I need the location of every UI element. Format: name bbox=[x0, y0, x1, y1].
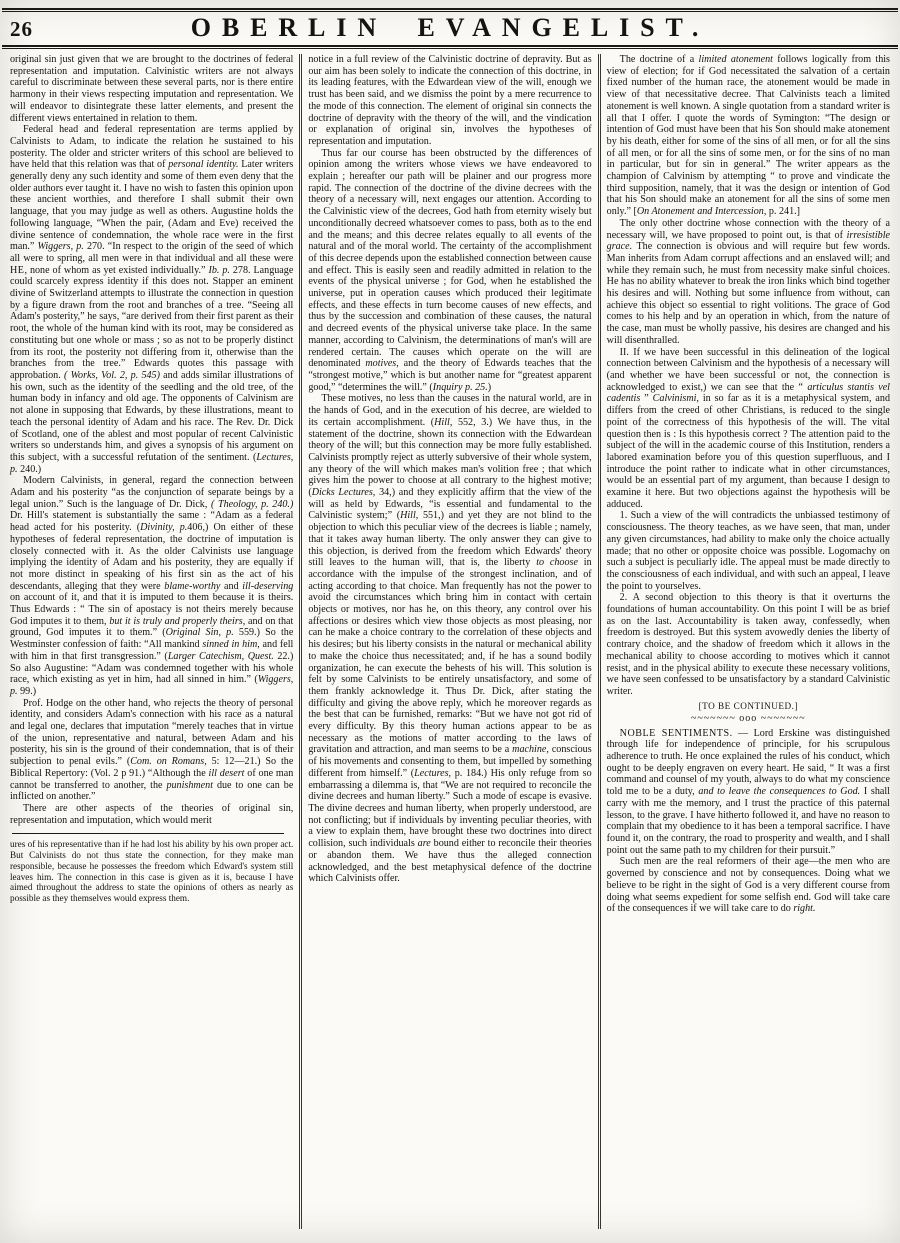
paragraph: original sin just given that we are brought to the doctrines of federal representation and imputation. Calvinistic writers are not always careful to discriminate between these several parts, nor is there entire harmony in their views respecting imputation and representation. We will endeavor to disintegrate these latter elements, and present the different views entertained in relation to them. bbox=[10, 54, 294, 124]
column-divider-rule bbox=[598, 54, 601, 1229]
paragraph: Such men are the real reformers of their age—the men who are governed by conscience and not by consequences. Doing what we believe to be right in the sight of God is a very different course from doing what seems expedient for some selfish end. God will take care of the consequences if we will take care to do right. bbox=[606, 856, 890, 915]
paragraph: Thus far our course has been obstructed by the differences of opinion among the writers whose views we have endeavored to explain ; hereafter our path will be plainer and our progress more rapid. The connection of the doctrine of the divine decrees with the theory of a necessary will, next engages our attention. According to the Calvinistic view of the decrees, God hath from eternity wisely but unconditionally decreed whatsoever comes to pass, both as to the end and the means; and this decree relates equally to all events of the natural and of the moral world. The certainty of the accomplishment of this decree depends upon the established connection between cause and effect. This is easily seen and readily admitted in relation to the events of the physical universe ; for God, when he established the universe, put in operation causes which produced their legitimate effects, and these effects in turn become causes of new effects, and thus by the succession and combination of these causes, the natural and decreed events of the physical universe take place. In the same manner, according to Calvinism, the determinations of man's will are rendered certain. The causes which operate on the will are denominated motives, and the theory of Edwards teaches that the “strongest motive,” which is but another name for “greatest apparent good,” “determines the will.” (Inquiry p. 25.) bbox=[308, 147, 592, 393]
footnote-rule bbox=[12, 833, 284, 834]
paragraph: 2. A second objection to this theory is that it overturns the foundations of human accountability. On this point I will be as brief as on the last. Accountability is taken away, confessedly, when freedom is destroyed. But this system avowedly denies the liberty of contrary choice, and the shadow of freedom which it allows in the mechanical ability to choose according to motives which it cannot resist, and in the physical ability to execute these necessary volitions, we have seen confessed to be unsatisfactory by a standard Calvinistic writer. bbox=[606, 592, 890, 697]
section-divider-ornament: ~~~~~~~ ooo ~~~~~~~ bbox=[690, 712, 806, 724]
paragraph: Federal head and federal representation are terms applied by Calvinists to Adam, to indicate the relation he sustained to his posterity. The older and stricter writers of this school are believed to have held that this relation was that of personal identity. Later writers generally deny any such identity and some of them even deny that the older authors ever taught it. I have no wish to fasten this opinion upon these ancient worthies, and therefore I shall submit their own language, that you may judge as well as others. Augustine holds the following language, “When the pair, (Adam and Eve) received the divine sentence of condemnation, the whole race were in the first man.” Wiggers, p. 270. “In respect to the origin of the seed of which all were to spring, all men were in that individual and all these were HE, none of whom as yet existed individually.” Ib. p. 278. Language could scarcely express identity if this does not. Stapper an eminent divine of Switzerland attempts to illustrate the connection in question by a figure drawn from the root and branches of a tree. “Seeing all Adam's posterity,” he says, “are derived from their first parent as their root, the whole of the human kind with its root, may be considered as constituting but one whole or mass ; so as not to be properly distinct from its root, the posterity not differing from it, otherwise than the branches from the tree.” Edwards quotes this passage with approbation. ( Works, Vol. 2, p. 545) and adds similar illustrations of his own, such as the identity of the seedling and the old tree, of the human body in infancy and old age. The opponents of Calvinism are not alone in supposing that Edwards, by these illustrations, meant to teach the personal identity of Adam and his race. The Rev. Dr. Dick of Scotland, one of the ablest and most popular of recent Calvinistic writers so understands him, and gives a synopsis of his argument on this subject, with a successful refutation of the sentiment. (Lectures, p. 240.) bbox=[10, 124, 294, 475]
column-3 bbox=[603, 54, 894, 1229]
paragraph: Prof. Hodge on the other hand, who rejects the theory of personal identity, and considers Adam's connection with his race as a natural and legal one, declares that imputation “merely teaches that in virtue of the union, representative and natural, between Adam and his posterity, his sin is the ground of their condemnation, that is of their subjection to penal evils.” (Com. on Romans, 5: 12—21.) So the Biblical Repertory: (Vol. 2 p 91.) “Although the ill desert of one man cannot be transferred to another, the punishment due to one can be inflicted on another.” bbox=[10, 697, 294, 803]
paragraph: Modern Calvinists, in general, regard the connection between Adam and his posterity “as the conjunction of separate beings by a legal union.” Such is the language of Dr. Dick, ( Theology, p. 240.) Dr. Hill's statement is substantially the same : “Adam as a federal head acted for his posterity. (Divinity, p.406,) On either of these hypotheses of federal representation, the doctrine of imputation is closely connected with it. As the older Calvinists use language implying the identity of Adam and his posterity, they are equally if not more distinct in speaking of his first sin as the act of his descendants, alleging that they were blame-worthy and ill-deserving on account of it, and that it is imputed to them because it is theirs. Thus Edwards : “ The sin of apostacy is not theirs merely because God imputes it to them, but it is truly and properly theirs, and on that ground, God imputes it to them.” (Original Sin, p. 559.) So the Westminster confession of faith: “All mankind sinned in him, and fell with him in that first transgression.” (Larger Catechism, Quest. 22.) So also Augustine: “Adam was condemned together with his whole race, which existing as yet in him, had all sinned in him.” (Wiggers, p. 99.) bbox=[10, 475, 294, 697]
article-columns bbox=[0, 49, 900, 1229]
to-be-continued-label: [TO BE CONTINUED.] bbox=[698, 700, 799, 711]
paragraph: These motives, no less than the causes in the natural world, are in the hands of God, and in the execution of his decree, are wielded to its certain accomplishment. (Hill, 552, 3.) We have thus, in the statement of the doctrine, shown its connection with the Edwardean theory of the will; but this connection may be more fully established. Calvinists promptly reject as utterly subversive of their whole system, any theory of the will which makes man's volition free ; that which gives him the power to choose at all contrary to the highest motive; (Dicks Lectures, 34,) and they explicitly affirm that the view of the will as held by Edwards, “is essential and fundamental to the Calvinistic system;” (Hill, 551,) and yet they are not blind to the objection to which this peculiar view of the decrees is liable ; namely, that it takes away human liberty. The only answer they can give to this objection, is derived from the freedom which Edwards' theory still leaves to the human will, that is, the liberty to choose in accordance with the impulse of the strongest inclination, and of acting according to that choice. Man frequently has not the power to avoid the circumstances which bring him in contact with certain objects or motives, nor has he, on this theory, any control over his affections or desires which view those objects as most pleasing, nor can he make a choice contrary to the correlation of these objects and his desires; but his liberty consists in the natural or mechanical ability to make the choice thus necessitated; and, if he has a sound bodily organization, he can execute the behests of his will. This solution is felt by some Calvinists to be entirely unsatisfactory, and some of them frankly acknowledge it. Thus Dr. Dick, after stating the difficulty and giving the above reply, which he moreover regards as the best that can be furnished, remarks: “But we have not got rid of every difficulty. By this theory human actions appear to be as necessary as the motions of matter according to the laws of gravitation and attraction, and man seems to be a machine, conscious of his movements and consenting to them, but impelled by something different from himself.” (Lectures, p. 184.) His only refuge from so embarrassing a dilemma is, that “We are not required to reconcile the divine decrees and human liberty.” Such a mode of escape is evasive. The divine decrees and human liberty, when properly understood, are not conflicting; but if individuals by inventing peculiar theories, with a view to explain them, have brought these two doctrines into direct collision, such individuals are bound either to reconcile their theories or abandon them. We have thus the alleged connection acknowledged, and the best metaphysical defence of the doctrine which Calvinists offer. bbox=[308, 393, 592, 885]
footnote-text: ures of his representative than if he had lost his ability by his own proper act. But Calvinists do not thus state the connection, for they make man responsible, because he possesses the freedom which Edward's system still leaves him. The connection in this case is given as it is, because I have aimed throughout the address to state the opinions of others as nearly as possible as they themselves would express them. bbox=[10, 839, 294, 903]
paragraph: There are other aspects of the theories of original sin, representation and imputation, which would merit bbox=[10, 803, 294, 826]
paragraph: NOBLE SENTIMENTS. — Lord Erskine was distinguished through life for independence of principle, for his scrupulous adherence to truth. He once explained the rules of his conduct, which ought to be deeply engraven on every heart. He said, “ It was a first command and counsel of my youth, always to do what my conscience told me to be a duty, and to leave the consequences to God. I shall carry with me the memory, and I trust the practice of this paternal lesson, to the grave. I have hitherto followed it, and have no reason to complain that my obedience to it has been a temporal sacrifice. I have found it, on the contrary, the road to prosperity and wealth, and I shall point out the same path to my children for their pursuit.” bbox=[606, 727, 890, 856]
masthead-row bbox=[0, 12, 900, 45]
column-1 bbox=[6, 54, 297, 1229]
paragraph: 1. Such a view of the will contradicts the unbiassed testimony of consciousness. The theory teaches, as we have seen, that man, under any given circumstances, had ability to make only the choice actually made; that no other or opposite choice was possible. Logomachy on such a subject is peculiarly idle. The appeal must be made directly to the consciousness of each individual, and with such an appeal, I leave the point to yourselves. bbox=[606, 510, 890, 592]
page-number: 26 bbox=[10, 17, 33, 41]
column-divider-rule bbox=[299, 54, 302, 1229]
paragraph: II. If we have been successful in this delineation of the logical connection between Calvinism and the hypothesis of a necessary will (and whether we have been successful or not, the connection is acknowledged to exist,) we can see that the “ articulus stantis vel cadentis ” Calvinismi, in so far as it is a metaphysical system, and differs from the creed of other Christians, is reduced to the single point of the correctness of this hypothesis of the will. The vital question then is : Is this hypothesis correct ? The attention paid to the subject of the will in the academic course of this Institution, renders a labored examination before you of this question superfluous, and I introduce the point rather to indicate what in other circumstances, would be an essential part of my argument, than because I design to examine it here. But two objections against the hypothesis will be adduced. bbox=[606, 346, 890, 510]
masthead-title: OBERLIN EVANGELIST. bbox=[190, 13, 710, 42]
column-2 bbox=[304, 54, 595, 1229]
paragraph: The doctrine of a limited atonement follows logically from this view of election; for if God necessitated the salvation of a certain fixed number of the human race, the atonement would be made in view of that necessitative decree. That Calvinists teach a limited atonement is well known. A single quotation from a standard writer is all that I offer. I quote the words of Symington: “The design or intention of God must have been that his Son should make atonement by his death, either for some of the sins of all men, or for all the sins of all men, or for all the sins of some men, or for the sins of no man in particular, but for sin in general.” The writer appears as the champion of Calvinism by attempting “ to prove and vindicate the third supposition, namely, that it was the design or intention of God that his Son should make an atonement for all the sins of some men only.” [On Atonement and Intercession, p. 241.] bbox=[606, 54, 890, 218]
paragraph: The only other doctrine whose connection with the theory of a necessary will, we have proposed to point out, is that of irresistible grace. The connection is obvious and will require but few words. Man inherits from Adam corrupt affections and an enslaved will; and while they remain such, he must from necessity make sinful choices. He has no ability whatever to break the iron links which bind together his desires and will. Nothing but some influence from without, can achieve this object so essential to right volitions. The grace of God comes to his help and by an operation in which, from the nature of the case, man must be wholly passive, his desires are changed and his will disenthralled. bbox=[606, 217, 890, 346]
paragraph: notice in a full review of the Calvinistic doctrine of depravity. But as our aim has been solely to indicate the connection of this doctrine, in its leading features, with the Edwardean view of the will, enough we trust has been said, and we dismiss the point by a mere recurrence to the mode of this connection. The element of original sin connects the doctrine of depravity with the theory of the will, and the vindication or explanation of original sin, involves the hypotheses of representation and imputation. bbox=[308, 54, 592, 147]
